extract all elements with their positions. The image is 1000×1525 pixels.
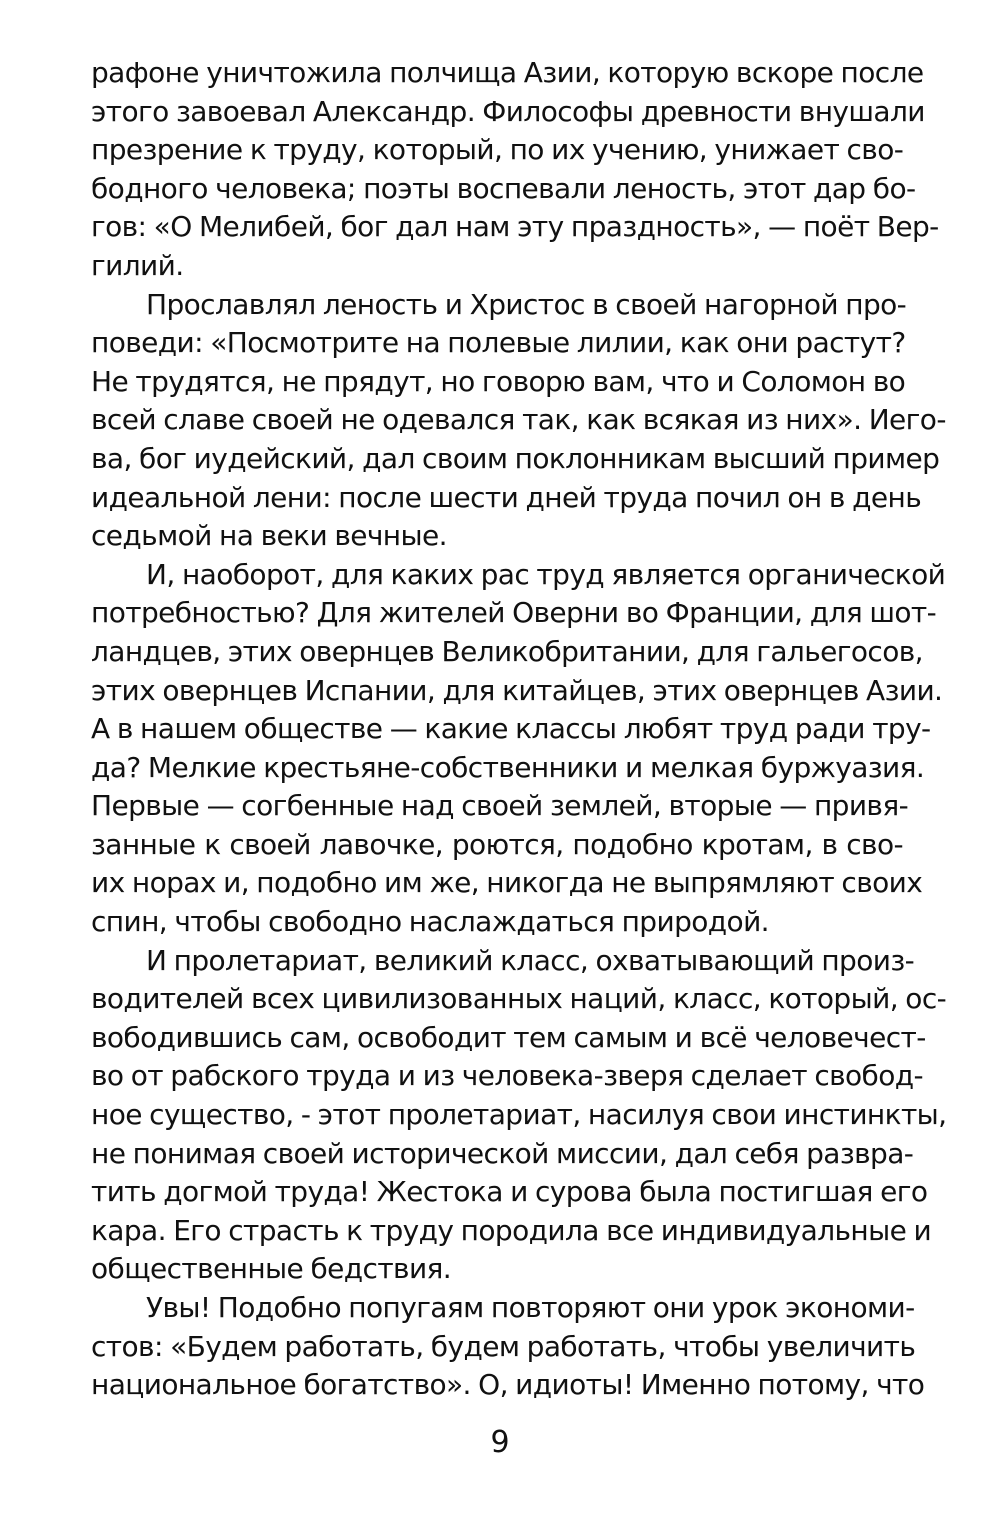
paragraph-5 (91, 1289, 925, 1405)
text-line: их норах и, подобно им же, никогда не выпрямляют своих (91, 866, 923, 900)
paragraph-4 (91, 942, 947, 1289)
text-line: гов: «О Мелибей, бог дал нам эту праздность», — поёт Вер- (91, 210, 939, 244)
text-line: этих овернцев Испании, для китайцев, этих овернцев Азии. (91, 673, 943, 707)
text-line: стов: «Будем работать, будем работать, чтобы увеличить (91, 1329, 916, 1363)
text-line: презрение к труду, который, по их учению, унижает сво- (91, 133, 904, 167)
text-line: Первые — согбенные над своей землей, вторые — привя- (91, 789, 909, 823)
text-line: идеальной лени: после шести дней труда почил он в день (91, 480, 922, 514)
text-line: тить догмой труда! Жестока и сурова была постигшая его (91, 1175, 928, 1209)
text-line: не понимая своей исторической миссии, дал себя развра- (91, 1136, 914, 1170)
text-line: ландцев, этих овернцев Великобритании, для гальегосов, (91, 634, 923, 668)
text-line: поведи: «Посмотрите на полевые лилии, как они растут? (91, 326, 906, 360)
text-line: А в нашем обществе — какие классы любят труд ради тру- (91, 712, 931, 746)
text-line: И, наоборот, для каких рас труд является органической (146, 557, 946, 591)
text-line: рафоне уничтожила полчища Азии, которую вскоре после (91, 56, 924, 89)
text-line: седьмой на веки вечные. (91, 519, 447, 553)
text-line: кара. Его страсть к труду породила все индивидуальные и (91, 1213, 932, 1247)
text-line: Не трудятся, не прядут, но говорю вам, что и Соломон во (91, 364, 906, 398)
text-line: во от рабского труда и из человека-зверя сделает свобод- (91, 1059, 924, 1093)
text-line: Прославлял леность и Христос в своей нагорной про- (146, 287, 907, 321)
text-line: вободившись сам, освободит тем самым и всё человечест- (91, 1020, 926, 1054)
text-line: Увы! Подобно попугаям повторяют они урок экономи- (146, 1291, 915, 1324)
text-line: всей славе своей не одевался так, как всякая из них». Иего- (91, 403, 946, 437)
body-text (91, 54, 947, 1405)
text-line: ное существо, - этот пролетариат, насилуя свои инстинкты, (91, 1098, 947, 1132)
paragraph-3 (91, 556, 946, 942)
page-number: 9 (490, 1425, 510, 1460)
text-line: национальное богатство». О, идиоты! Именно потому, что (91, 1368, 925, 1402)
text-line: водителей всех цивилизованных наций, класс, который, ос- (91, 982, 947, 1016)
text-line: ва, бог иудейский, дал своим поклонникам высший пример (91, 441, 940, 475)
text-line: спин, чтобы свободно наслаждаться природой. (91, 905, 769, 939)
text-line: И пролетариат, великий класс, охватывающий произ- (146, 943, 915, 977)
text-line: да? Мелкие крестьяне-собственники и мелкая буржуазия. (91, 750, 925, 784)
text-line: этого завоевал Александр. Философы древности внушали (91, 94, 925, 128)
paragraph-2 (91, 286, 946, 556)
text-line: гилий. (91, 248, 184, 282)
paragraph-1 (91, 54, 939, 286)
text-line: потребностью? Для жителей Оверни во Франции, для шот- (91, 596, 937, 630)
text-line: бодного человека; поэты воспевали леность, этот дар бо- (91, 171, 916, 205)
text-line: занные к своей лавочке, роются, подобно кротам, в сво- (91, 827, 903, 861)
text-line: общественные бедствия. (91, 1252, 452, 1286)
